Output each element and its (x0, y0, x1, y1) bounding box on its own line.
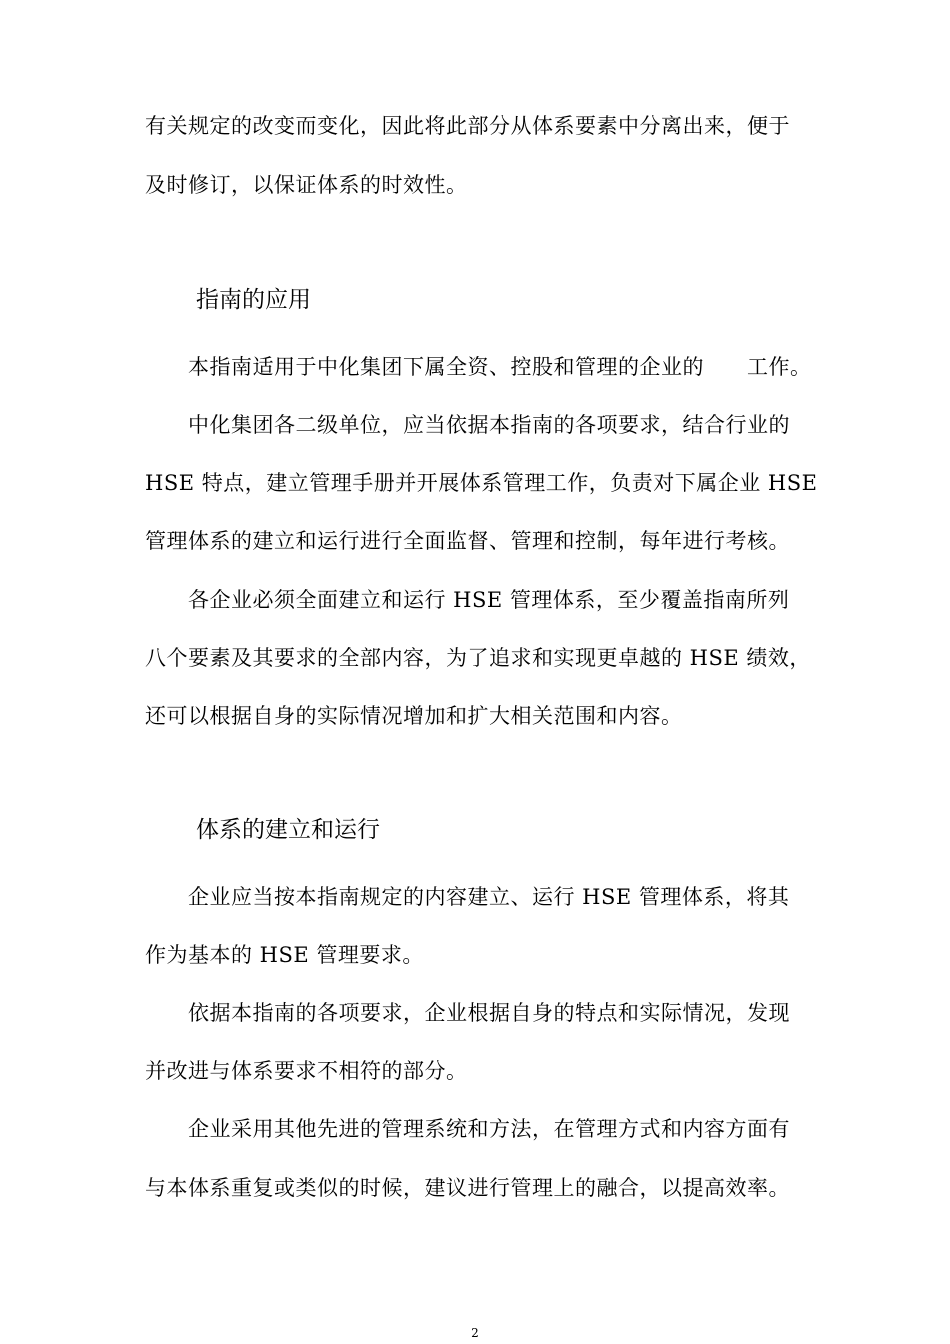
application-para-2-line-3: 管理体系的建立和运行进行全面监督、管理和控制，每年进行考核。 (145, 529, 790, 553)
continuation-line-2: 及时修订，以保证体系的时效性。 (145, 173, 468, 197)
operation-para-1-line-2: 作为基本的 HSE 管理要求。 (145, 943, 424, 967)
heading-application: 指南的应用 (196, 287, 311, 313)
application-para-1: 本指南适用于中化集团下属全资、控股和管理的企业的 工作。 (188, 355, 812, 379)
heading-operation: 体系的建立和运行 (196, 817, 380, 843)
application-para-3-line-2: 八个要素及其要求的全部内容，为了追求和实现更卓越的 HSE 绩效， (145, 646, 811, 670)
application-para-2-line-2: HSE 特点，建立管理手册并开展体系管理工作，负责对下属企业 HSE (145, 471, 818, 495)
page-number: 2 (471, 1326, 479, 1340)
operation-para-3-line-1: 企业采用其他先进的管理系统和方法，在管理方式和内容方面有 (188, 1117, 790, 1141)
operation-para-2-line-2: 并改进与体系要求不相符的部分。 (145, 1059, 468, 1083)
continuation-line-1: 有关规定的改变而变化，因此将此部分从体系要素中分离出来，便于 (145, 114, 790, 138)
application-para-3-line-1: 各企业必须全面建立和运行 HSE 管理体系，至少覆盖指南所列 (188, 588, 790, 612)
application-para-2-line-1: 中化集团各二级单位，应当依据本指南的各项要求，结合行业的 (188, 413, 790, 437)
application-para-3-line-3: 还可以根据自身的实际情况增加和扩大相关范围和内容。 (145, 704, 683, 728)
operation-para-3-line-2: 与本体系重复或类似的时候，建议进行管理上的融合，以提高效率。 (145, 1176, 790, 1200)
operation-para-1-line-1: 企业应当按本指南规定的内容建立、运行 HSE 管理体系，将其 (188, 885, 790, 909)
operation-para-2-line-1: 依据本指南的各项要求，企业根据自身的特点和实际情况，发现 (188, 1001, 790, 1025)
